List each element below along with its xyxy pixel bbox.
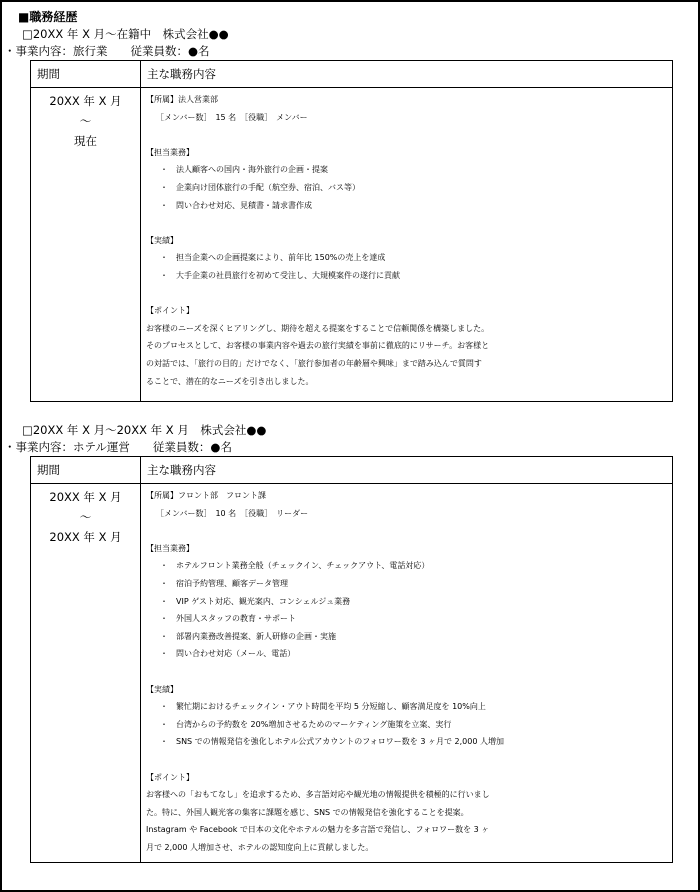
duty-item: ・ 企業向け団体旅行の手配（航空券、宿泊、バス等） bbox=[160, 182, 360, 192]
member-info: ［メンバー数］ 15 名 ［役職］ メンバー bbox=[156, 112, 308, 122]
period-start: 20XX 年 X 月 bbox=[49, 94, 122, 108]
point-text-line: お客様のニーズを深くヒアリングし、期待を超える提案をすることで信頼関係を構築しました。 bbox=[146, 323, 490, 333]
member-info: ［メンバー数］ 10 名 ［役職］ リーダー bbox=[156, 508, 309, 518]
duty-item: ・ 問い合わせ対応、見積書・請求書作成 bbox=[160, 200, 312, 210]
point-text-line: Instagram や Facebook で日本の文化やホテルの魅力を多言語で発信し、フォロワー数を 3 ヶ bbox=[146, 825, 490, 835]
duties-title: 【担当業務】 bbox=[146, 147, 194, 157]
duties-cell bbox=[141, 484, 673, 863]
job-business-info: ・事業内容：ホテル運営 従業員数：●名 bbox=[4, 440, 232, 454]
period-cell bbox=[31, 88, 141, 402]
results-title: 【実績】 bbox=[146, 684, 178, 694]
point-text-line: そのプロセスとして、お客様の事業内容や過去の旅行実績を事前に徹底的にリサーチ。お客様と bbox=[146, 341, 490, 351]
job-heading: □20XX 年 X 月～在籍中 株式会社●● bbox=[22, 27, 229, 41]
results-title: 【実績】 bbox=[146, 235, 178, 245]
column-header-period: 期間 bbox=[31, 61, 141, 88]
point-text-line: の対話では、「旅行の目的」だけでなく、「旅行参加者の年齢層や興味」まで踏み込んで質問す bbox=[146, 358, 482, 368]
job-table bbox=[30, 456, 673, 863]
result-item: ・ 担当企業への企画提案により、前年比 150%の売上を達成 bbox=[160, 253, 386, 263]
duty-item: ・ 法人顧客への国内・海外旅行の企画・提案 bbox=[160, 165, 328, 175]
point-title: 【ポイント】 bbox=[146, 306, 194, 316]
duty-item: ・ 宿泊予約管理、顧客データ管理 bbox=[160, 578, 288, 588]
duty-item: ・ VIP ゲスト対応、観光案内、コンシェルジュ業務 bbox=[160, 596, 351, 606]
job-heading: □20XX 年 X 月～20XX 年 X 月 株式会社●● bbox=[22, 423, 267, 437]
duty-item: ・ 外国人スタッフの教育・サポート bbox=[160, 614, 296, 624]
point-text-line: た。特に、外国人観光客の集客に課題を感じ、SNS での情報発信を強化することを提案。 bbox=[146, 807, 469, 817]
job-business-info: ・事業内容：旅行業 従業員数：●名 bbox=[4, 44, 210, 58]
duties-cell bbox=[141, 88, 673, 402]
point-text-line: ることで、潜在的なニーズを引き出しました。 bbox=[146, 376, 314, 386]
result-item: ・ 大手企業の社員旅行を初めて受注し、大規模案件の遂行に貢献 bbox=[160, 270, 400, 280]
point-text-line: お客様への「おもてなし」を追求するため、多言語対応や観光地の情報提供を積極的に行いまし bbox=[146, 790, 490, 800]
duty-item: ・ ホテルフロント業務全般（チェックイン、チェックアウト、電話対応） bbox=[160, 561, 430, 571]
department: 【所属】法人営業部 bbox=[146, 95, 218, 104]
point-text-line: 月で 2,000 人増加させ、ホテルの認知度向上に貢献しました。 bbox=[146, 842, 374, 852]
column-header-content: 主な職務内容 bbox=[141, 457, 673, 484]
result-item: ・ SNS での情報発信を強化しホテル公式アカウントのフォロワー数を 3 ヶ月で 2,000 人増加 bbox=[160, 737, 504, 747]
column-header-period: 期間 bbox=[31, 457, 141, 484]
job-table bbox=[30, 60, 673, 402]
period-cell bbox=[31, 484, 141, 863]
result-item: ・ 繁忙期におけるチェックイン・アウト時間を平均 5 分短縮し、顧客満足度を 10%向上 bbox=[160, 702, 486, 712]
result-item: ・ 台湾からの予約数を 20%増加させるためのマーケティング施策を立案、実行 bbox=[160, 719, 452, 729]
period-end: 20XX 年 X 月 bbox=[49, 530, 122, 544]
period-separator: ～ bbox=[79, 510, 92, 524]
department: 【所属】フロント部 フロント課 bbox=[146, 491, 266, 500]
section-title: ■職務経歴 bbox=[18, 10, 78, 24]
column-header-content: 主な職務内容 bbox=[141, 61, 673, 88]
duties-title: 【担当業務】 bbox=[146, 543, 194, 553]
period-start: 20XX 年 X 月 bbox=[49, 490, 122, 504]
period-end: 現在 bbox=[74, 134, 97, 148]
duty-item: ・ 問い合わせ対応（メール、電話） bbox=[160, 649, 296, 659]
duty-item: ・ 部署内業務改善提案、新人研修の企画・実施 bbox=[160, 631, 336, 641]
point-title: 【ポイント】 bbox=[146, 772, 194, 782]
period-separator: ～ bbox=[79, 114, 92, 128]
